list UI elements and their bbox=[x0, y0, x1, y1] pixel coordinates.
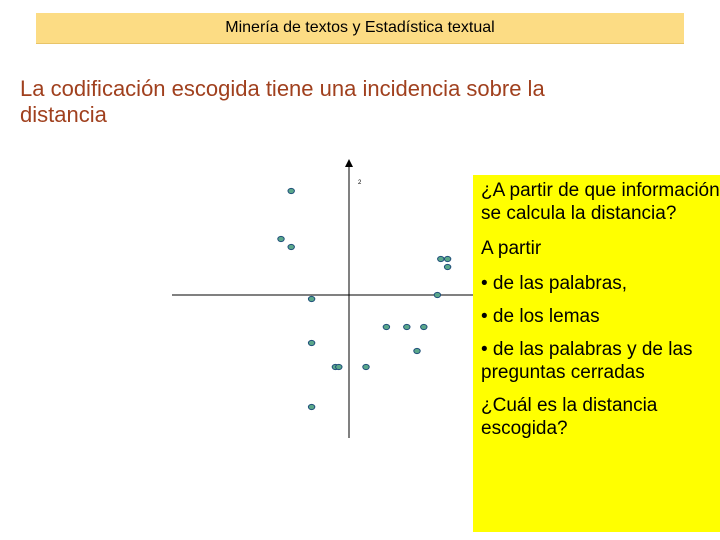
data-point bbox=[404, 324, 410, 329]
info-box bbox=[473, 175, 720, 532]
data-points bbox=[278, 188, 451, 409]
data-point bbox=[383, 324, 389, 329]
data-point bbox=[336, 364, 342, 369]
y-axis-arrow bbox=[345, 159, 353, 167]
bullet-lemmas: • de los lemas bbox=[481, 306, 600, 327]
data-point bbox=[444, 264, 450, 269]
data-point bbox=[308, 296, 314, 301]
question-distance: ¿Cuál es la distancia escogida? bbox=[481, 395, 658, 439]
data-point bbox=[363, 364, 369, 369]
slide-title: La codificación escogida tiene una incidencia sobre la distancia bbox=[20, 76, 545, 127]
data-point bbox=[438, 256, 444, 261]
data-point bbox=[421, 324, 427, 329]
question-source: ¿A partir de que información se calcula la distancia? bbox=[481, 180, 720, 224]
bullet-words: • de las palabras, bbox=[481, 273, 628, 294]
data-point bbox=[414, 348, 420, 353]
data-point bbox=[288, 188, 294, 193]
data-point bbox=[288, 244, 294, 249]
data-point bbox=[308, 404, 314, 409]
lead-text: A partir bbox=[481, 238, 542, 259]
axis-label-2: 2 bbox=[358, 180, 362, 186]
data-point bbox=[278, 236, 284, 241]
data-point bbox=[434, 292, 440, 297]
bullet-words-questions: • de las palabras y de las preguntas cerradas bbox=[481, 339, 693, 383]
data-point bbox=[444, 256, 450, 261]
data-point bbox=[308, 340, 314, 345]
header-title: Minería de textos y Estadística textual bbox=[225, 19, 495, 36]
